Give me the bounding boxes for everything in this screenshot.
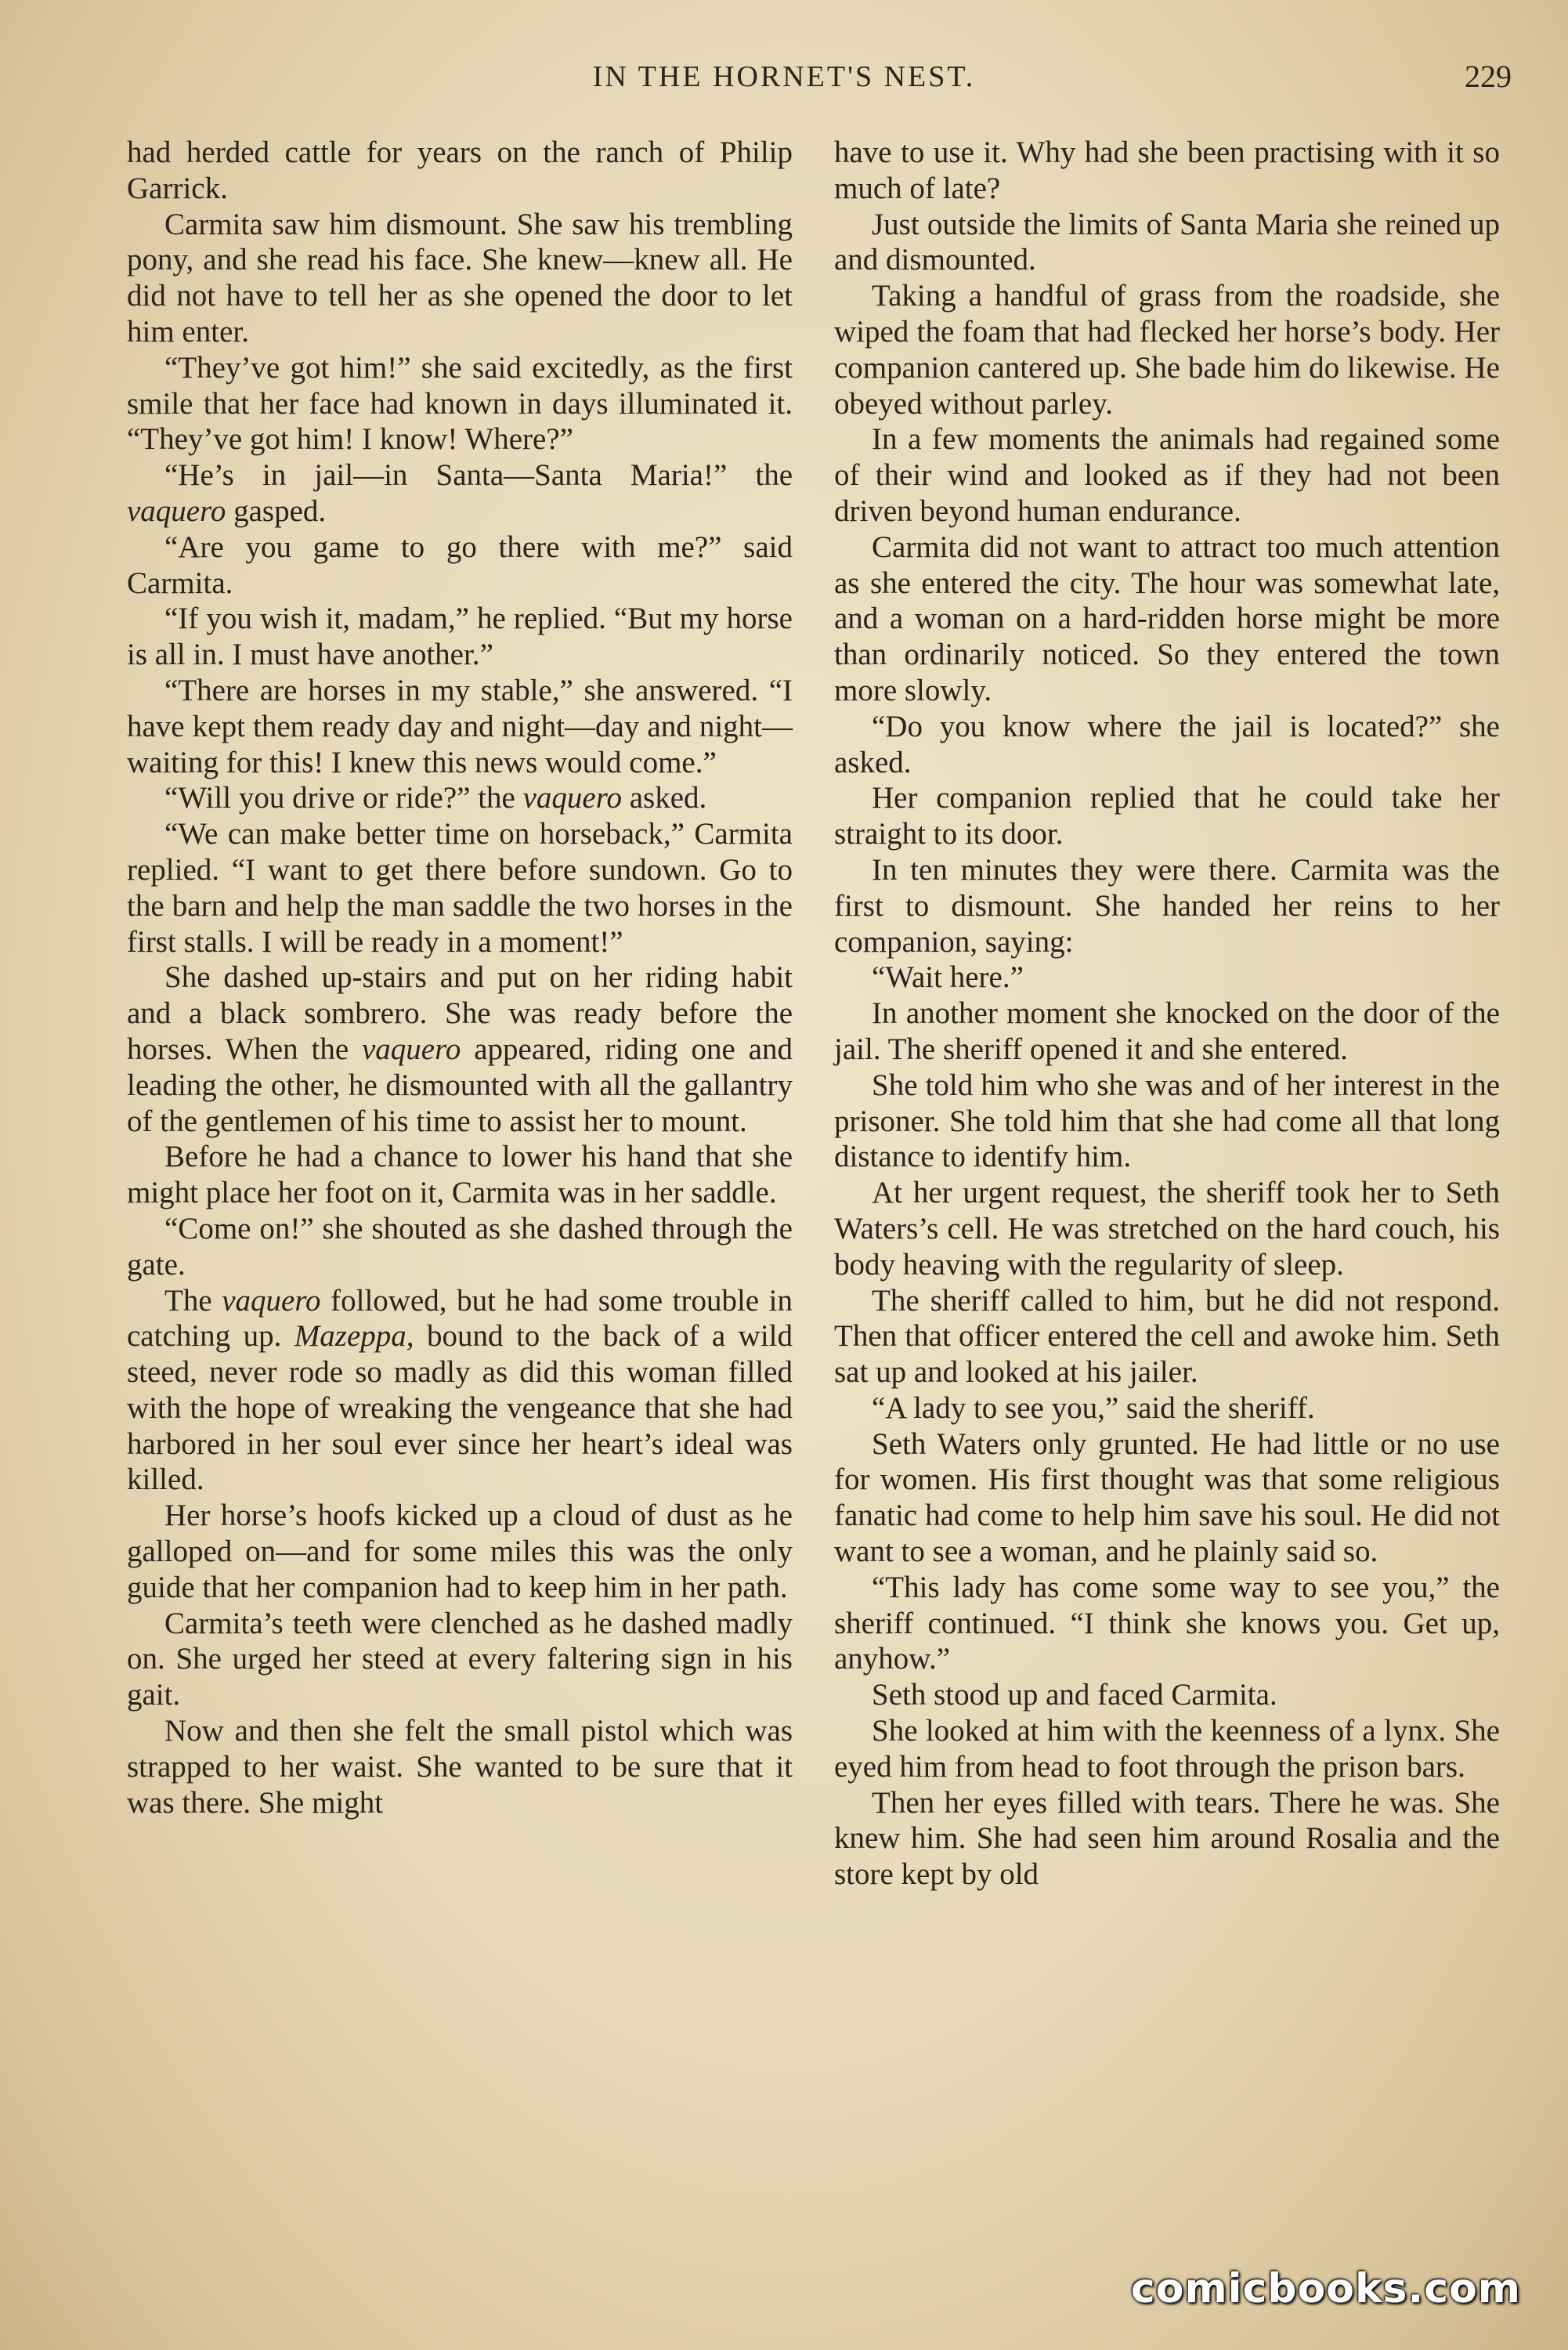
paragraph: Then her eyes filled with tears. There he was. She knew him. She had seen him around Rosalia and the store kept by old: [834, 1785, 1500, 1892]
page-number: 229: [1465, 59, 1512, 94]
paragraph: “If you wish it, madam,” he replied. “But my horse is all in. I must have another.”: [127, 602, 793, 672]
paragraph: Before he had a chance to lower his hand that she might place her foot on it, Carmita was in her saddle.: [127, 1140, 793, 1210]
text-run: She dashed up-stairs and put on her riding habit and a black sombrero. She was ready before the horses. When the: [127, 960, 793, 1066]
paragraph: “A lady to see you,” said the sheriff.: [872, 1390, 1315, 1425]
paragraph: have to use it. Why had she been practising with it so much of late?: [834, 136, 1500, 205]
text-run: gasped.: [226, 494, 327, 528]
paragraph: Just outside the limits of Santa Maria she reined up and dismounted.: [834, 207, 1500, 277]
paragraph: “There are horses in my stable,” she answered. “I have kept them ready day and night—day and night—waiting for this! I knew this news would come.”: [127, 673, 793, 779]
paragraph: Carmita saw him dismount. She saw his trembling pony, and she read his face. She knew—knew all. He did not have to tell her as she opened the door to let him enter.: [127, 207, 793, 349]
italic-text: vaquero: [522, 781, 622, 815]
paragraph: In another moment she knocked on the door of the jail. The sheriff opened it and she entered.: [834, 996, 1500, 1066]
paragraph: “They’ve got him!” she said excitedly, as the first smile that her face had known in days illuminated it. “They’ve got him! I know! Where?”: [127, 350, 793, 457]
right-column: [834, 135, 1500, 1893]
italic-text: vaquero: [222, 1283, 321, 1318]
paragraph: At her urgent request, the sheriff took her to Seth Waters’s cell. He was stretched on the hard couch, his body heaving with the regularity of sleep.: [834, 1176, 1500, 1282]
paragraph: “We can make better time on horseback,” Carmita replied. “I want to get there before sundown. Go to the barn and help the man saddle the two horses in the first stalls. I will be ready in a moment!”: [127, 817, 793, 959]
paragraph: The sheriff called to him, but he did not respond. Then that officer entered the cell and awoke him. Seth sat up and looked at his jailer.: [834, 1283, 1500, 1390]
running-header: [0, 53, 1568, 100]
text-run: The: [164, 1283, 222, 1318]
paragraph: [127, 780, 793, 816]
paragraph: In a few moments the animals had regained some of their wind and looked as if they had not been driven beyond human endurance.: [834, 422, 1500, 528]
paragraph: “Wait here.”: [872, 960, 1024, 995]
paragraph: Her companion replied that he could take her straight to its door.: [834, 781, 1500, 851]
paragraph: Her horse’s hoofs kicked up a cloud of dust as he galloped on—and for some miles this was the only guide that her companion had to keep him in her path.: [127, 1499, 793, 1604]
text-run: followed, but he had some trouble in catching up.: [127, 1283, 793, 1354]
paragraph: Carmita did not want to attract too much attention as she entered the city. The hour was somewhat late, and a woman on a hard-ridden horse might be more than ordinarily noticed. So they entered the town more slowly.: [834, 530, 1500, 707]
paragraph: Carmita’s teeth were clenched as he dashed madly on. She urged her steed at every faltering sign in his gait.: [127, 1606, 793, 1712]
paragraph: [127, 457, 793, 530]
paragraph: had herded cattle for years on the ranch of Philip Garrick.: [127, 136, 793, 205]
paragraph: [127, 1283, 793, 1499]
paragraph: [127, 960, 793, 1139]
text-run: appeared, riding one and leading the other, he dismounted with all the gallantry of the gentlemen of his time to assist her to mount.: [127, 1032, 793, 1138]
paragraph: She told him who she was and of her interest in the prisoner. She told him that she had come all that long distance to identify him.: [834, 1068, 1500, 1174]
paragraph: In ten minutes they were there. Carmita was the first to dismount. She handed her reins to her companion, saying:: [834, 852, 1500, 959]
italic-text: Mazeppa,: [294, 1319, 414, 1354]
page-title: IN THE HORNET'S NEST.: [592, 60, 976, 93]
italic-text: vaquero: [127, 494, 226, 528]
paragraph: “This lady has come some way to see you,” the sheriff continued. “I think she knows you. Get up, anyhow.”: [834, 1570, 1500, 1676]
site-watermark: comicbooks.com: [1130, 2265, 1521, 2312]
paragraph: “Are you game to go there with me?” said Carmita.: [127, 530, 793, 600]
paragraph: Taking a handful of grass from the roadside, she wiped the foam that had flecked her horse’s body. Her companion cantered up. She bade him do likewise. He obeyed without parley.: [834, 279, 1500, 421]
paragraph: Now and then she felt the small pistol which was strapped to her waist. She wanted to be sure that it was there. She might: [127, 1714, 793, 1820]
text-run: “Will you drive or ride?” the: [164, 781, 523, 815]
paragraph: Seth Waters only grunted. He had little or no use for women. His first thought was that some religious fanatic had come to help him save his soul. He did not want to see a woman, and he plainly said so.: [834, 1426, 1500, 1569]
text-run: bound to the back of a wild steed, never rode so madly as did this woman filled with the hope of wreaking the vengeance that she had harbored in her soul ever since her heart’s ideal was killed.: [127, 1319, 793, 1497]
left-column: [127, 135, 793, 1820]
italic-text: vaquero: [362, 1032, 461, 1066]
paragraph: Seth stood up and faced Carmita.: [872, 1678, 1277, 1712]
text-run: asked.: [621, 781, 707, 815]
text-run: “He’s in jail—in Santa—Santa Maria!” the: [164, 458, 793, 493]
paragraph: “Come on!” she shouted as she dashed through the gate.: [127, 1211, 793, 1282]
paragraph: She looked at him with the keenness of a lynx. She eyed him from head to foot through the prison bars.: [834, 1714, 1500, 1784]
paragraph: “Do you know where the jail is located?” she asked.: [834, 709, 1500, 779]
